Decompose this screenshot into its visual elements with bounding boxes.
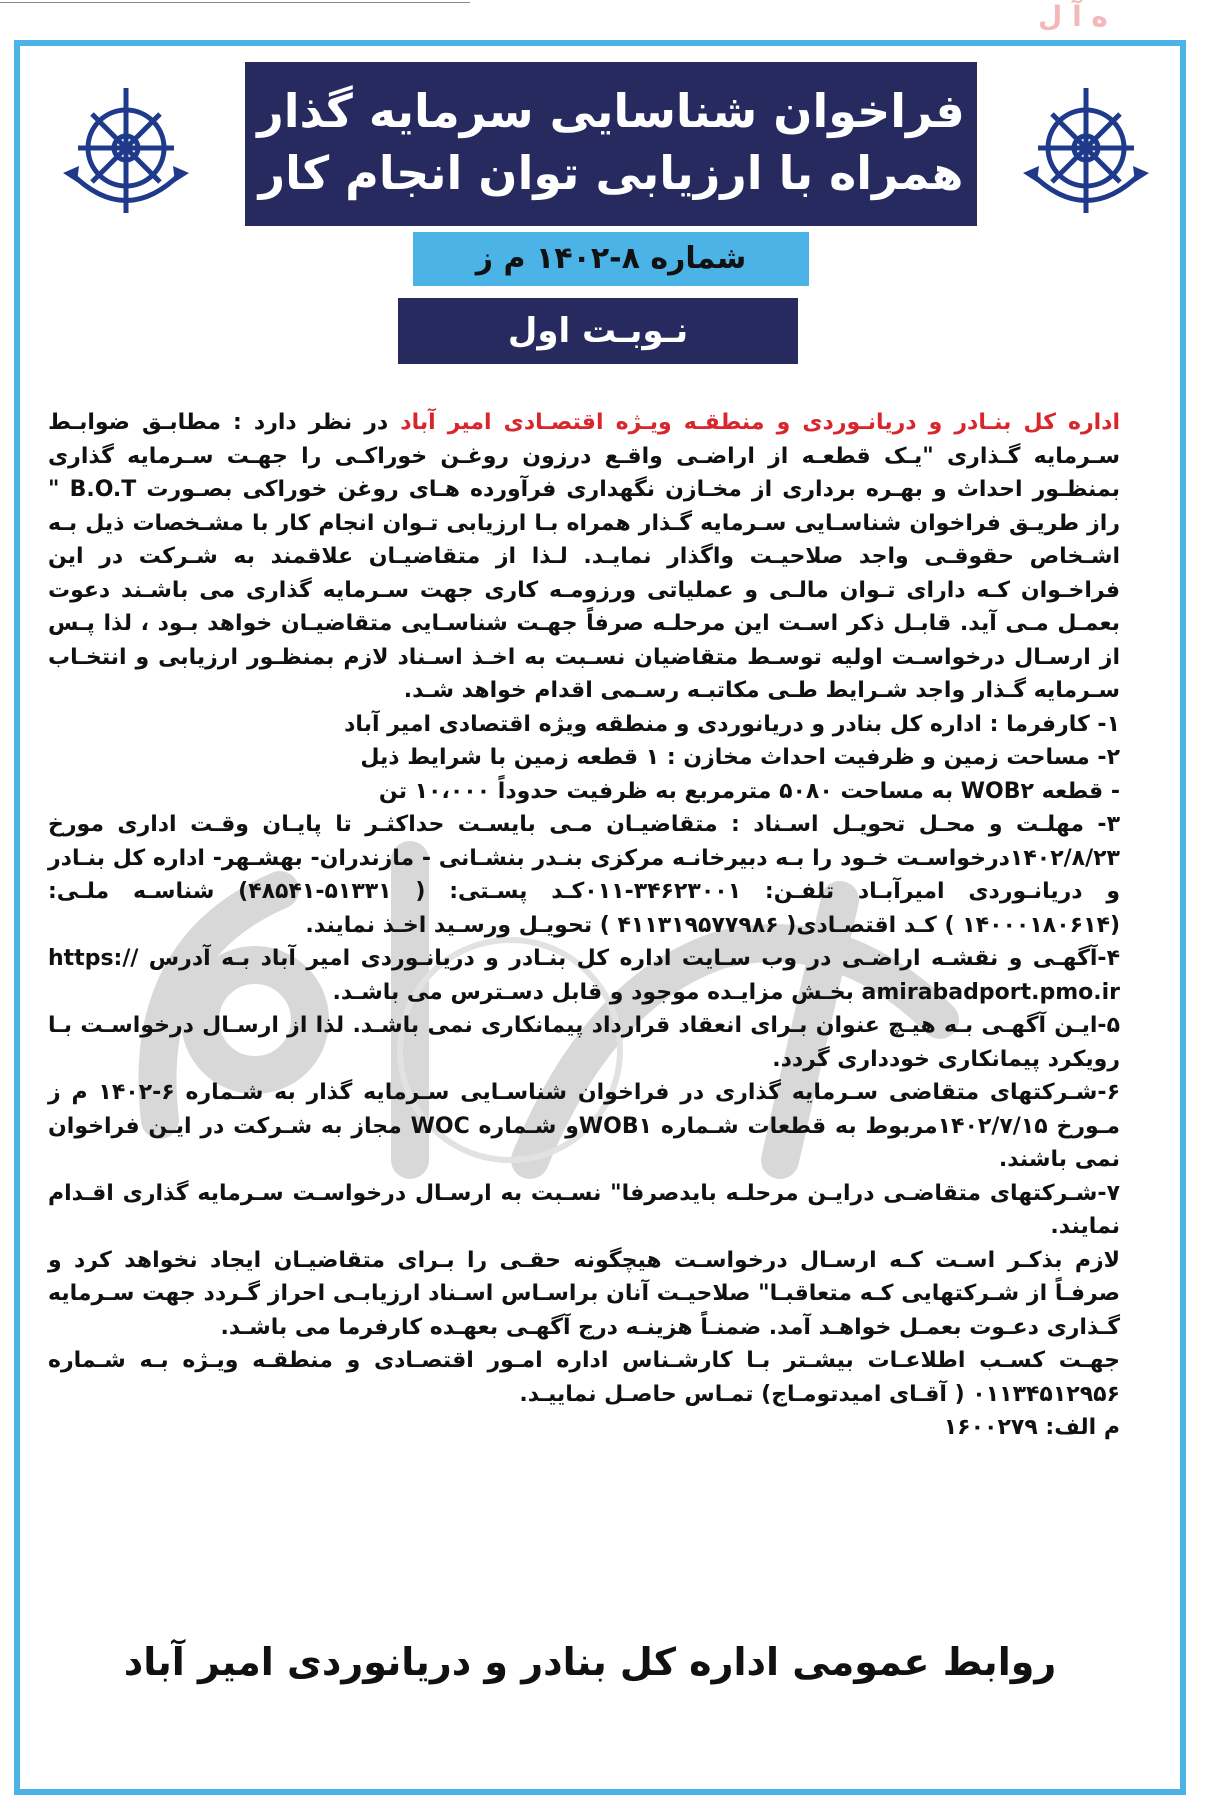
title-banner — [245, 62, 977, 226]
anchor-wheel-logo-left — [50, 78, 202, 228]
website-link[interactable]: https:// amirabadport.pmo.ir — [48, 946, 1120, 1005]
plot-code: WOB۲ — [960, 778, 1034, 804]
footer-signature: روابط عمومی اداره کل بنادر و دریانوردی امیر آباد — [123, 1640, 1057, 1684]
item-3: ۳- مهلـت و محـل تحویـل اسـناد : متقاضیـان مـی بایسـت حداکثـر تا پایـان وقـت اداری مورخ ۱۴۰۲/۸/۲۳درخواسـت خـود را بـه دبیرخانـه مرکزی بنـدر بنشـانی - مازندران- بهشـهر- اداره کل بنـادر و دریانـوردی امیرآبـاد تلفـن: ۳۴۶۲۳۰۰۱-۰۱۱کـد پسـتی: ( ۵۱۳۳۱-۴۸۵۴۱) شناسـه ملـی:(۱۴۰۰۰۱۸۰۶۱۴ ) کـد اقتصـادی( ۴۱۱۳۱۹۵۷۷۹۸۶ ) تحویـل ورسـید اخـذ نمایند. — [48, 812, 1121, 938]
item-7: ۷-شـرکتهای متقاضـی درایـن مرحلـه بایدصرفا" نسـبت به ارسـال درخواسـت سـرمایه گذاری اقـدام نمایند. — [48, 1180, 1120, 1239]
notice-number: شماره ۸-۱۴۰۲ م ز — [413, 232, 809, 286]
item-5: ۵-ایـن آگهـی بـه هیـچ عنوان بـرای انعقاد قرارداد پیمانکاری نمی باشـد. لذا از ارسـال درخواسـت بـا رویکرد پیمانکاری خودداری گردد. — [48, 1013, 1120, 1072]
item-6: ۶-شـرکتهای متقاضی سـرمایه گذاری در فراخوان شناسـایی سـرمایه گذار به شـماره ۶-۱۴۰۲ م ز مـورخ ۱۴۰۲/۷/۱۵مربوط به قطعات شـماره WOB۱و شـماره WOC مجاز به شـرکت در ایـن فراخوان نمی باشند. — [48, 1080, 1121, 1172]
title-line-1: فراخوان شناسایی سرمایه گذار — [257, 84, 965, 138]
round-label: نـوبـت اول — [398, 298, 798, 364]
closing-paragraph: لازم بذکـر اسـت کـه ارسـال درخواسـت هیچگونه حقـی را بـرای متقاضیـان ایجاد نخواهد کرد و صرفـاً از شـرکتهایی کـه متعاقبـا" صلاحیـت آنان براسـاس اسـناد ارزیابـی احراز گـردد جهت سـرمایه گـذاری دعـوت بعمـل خواهـد آمد. ضمنـاً هزینـه درج آگهـی بعهـده کارفرما می باشـد. — [48, 1247, 1120, 1340]
top-rule — [0, 2, 470, 3]
reference-number: م الف: ۱۶۰۰۲۷۹ — [943, 1415, 1120, 1440]
item-1: ۱- کارفرما : اداره کل بنادر و دریانوردی و منطقه ویژه اقتصادی امیر آباد — [344, 711, 1120, 737]
issuer-name: اداره کل بنـادر و دریانـوردی و منطقـه ویـژه اقتصـادی امیر آباد — [400, 410, 1120, 435]
item-2: ۲- مساحت زمین و ظرفیت احداث مخازن : ۱ قطعه زمین با شرایط ذیل — [360, 745, 1120, 770]
bot-term: B.O.T — [69, 477, 137, 502]
intro-paragraph: اداره کل بنـادر و دریانـوردی و منطقـه ویـژه اقتصـادی امیر آباد در نظر دارد : مطابـق ضوابـط سـرمایه گـذاری "یـک قطعـه از اراضـی واقـع درزون روغـن خوراکـی را جهـت سـرمایه گذاری بمنظـور احداث و بهـره برداری از مخـازن نگهداری فرآورده هـای روغن خوراکی بصـورت B.O.T " راز طریـق فراخوان شناسـایی سـرمایه گـذار همراه بـا ارزیابی تـوان انجام کار با مشـخصات ذیل بـه اشـخاص حقوقـی واجد صلاحیـت واگذار نمایـد. لـذا از متقاضیـان علاقمند به شـرکت در این فراخـوان کـه دارای تـوان مالـی و عملیاتی ورزومـه کاری جهت سـرمایه گذاری می باشـند دعوت بعمـل مـی آید. قابـل ذکر اسـت این مرحلـه صرفاً جهـت شناسـایی متقاضیـان خواهد بـود ، لذا پـس از ارسـال درخواسـت اولیه توسـط متقاضیان نسـبت به اخـذ اسـناد لازم بمنظـور ارزیابی و انتخـاب سـرمایه گـذار واجد شـرایط طـی مکاتبـه رسـمی اقدام خواهد شـد. — [48, 410, 1120, 703]
title-line-2: همراه با ارزیابی توان انجام کار — [258, 146, 964, 200]
notice-body — [48, 406, 1120, 1596]
item-4: ۴-آگهـی و نقشـه اراضـی در وب سـایت اداره کل بنـادر و دریانـوردی امیر آباد بـه آدرس https:// amirabadport.pmo.ir بخـش مزایـده موجود و قابل دسـترس می باشـد. — [48, 946, 1120, 1005]
contact-paragraph: جهـت کسـب اطلاعـات بیشـتر بـا کارشـناس اداره امـور اقتصـادی و منطقـه ویـژه بـه شـماره ۰۱۱۳۴۵۱۲۹۵۶ ( آقـای امیدتومـاج) تمـاس حاصـل نماییـد. — [48, 1348, 1120, 1407]
corner-mark: ه آ ل — [1038, 0, 1108, 33]
anchor-wheel-logo-right — [1010, 78, 1162, 228]
item-2-plot: - قطعه WOB۲ به مساحت ۵۰۸۰ مترمربع به ظرفیت حدوداً ۱۰،۰۰۰ تن — [378, 778, 1120, 804]
